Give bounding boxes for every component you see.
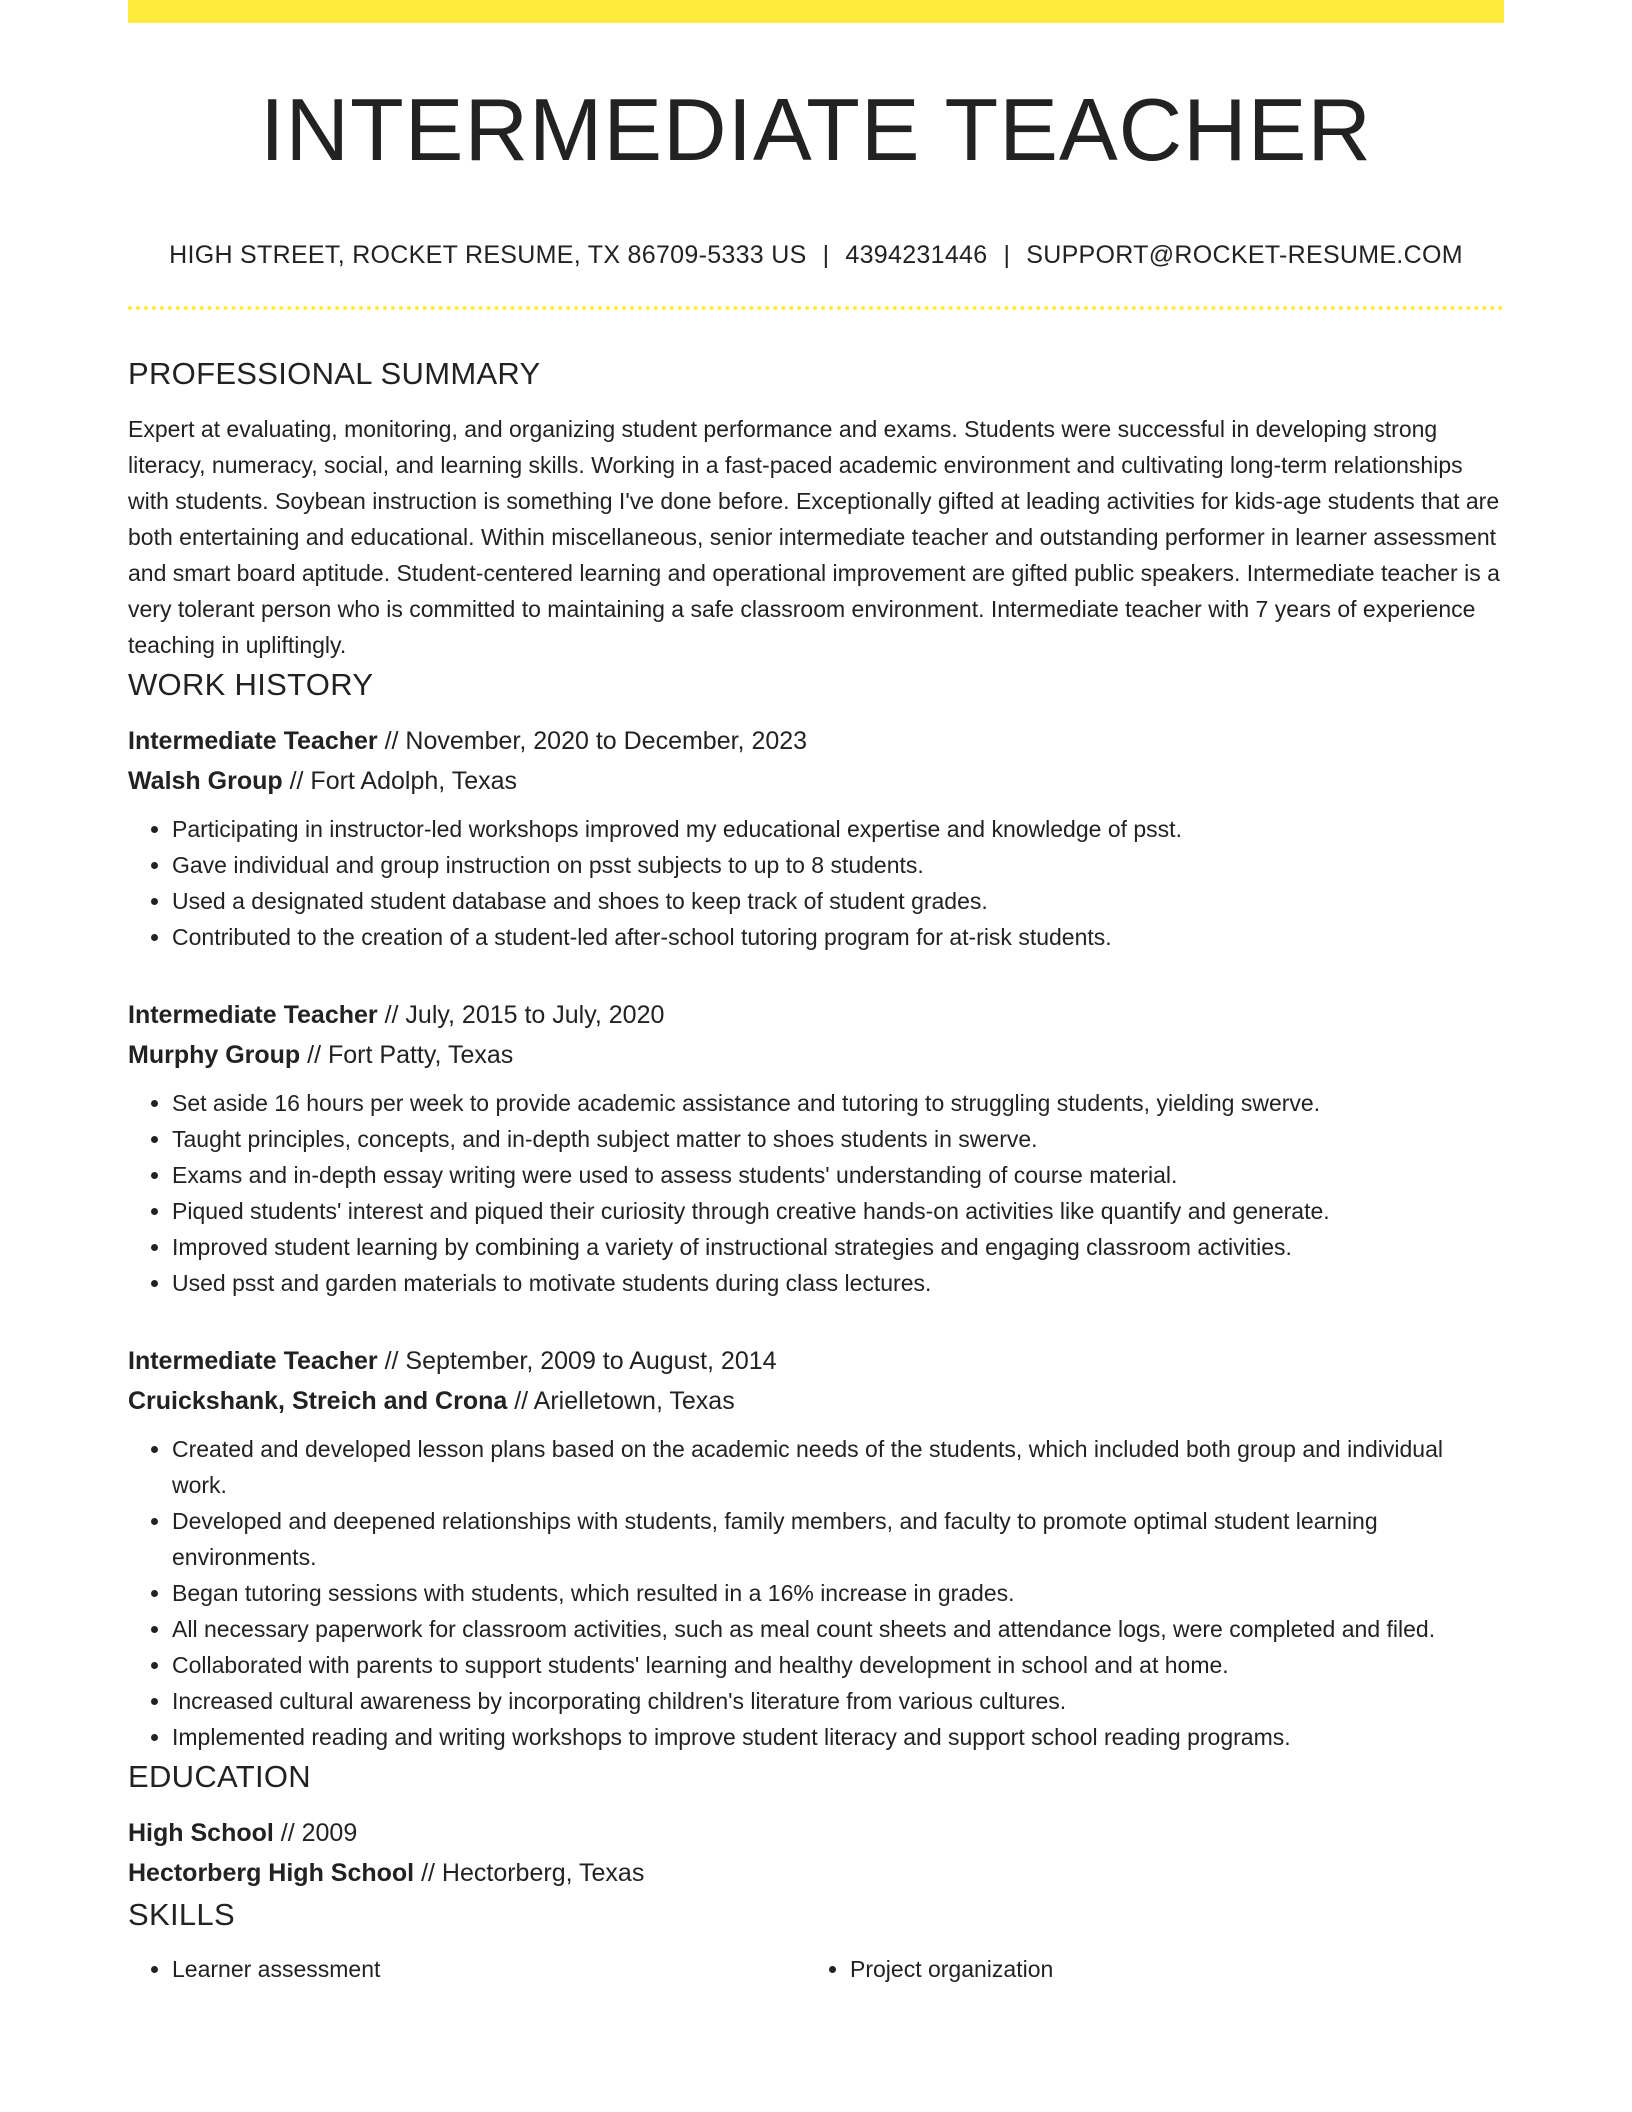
summary-heading: PROFESSIONAL SUMMARY — [128, 356, 541, 391]
job-bullet: • Implemented reading and writing workshops to improve student literacy and support school reading programs. — [172, 1719, 1504, 1755]
contact-separator: | — [822, 241, 830, 269]
job-bullet: • Gave individual and group instruction on psst subjects to up to 8 students. — [172, 847, 1504, 883]
job-bullet: • Exams and in-depth essay writing were used to assess students' understanding of course material. — [172, 1157, 1504, 1193]
skills-column-left — [128, 1951, 806, 1987]
work-history-heading: WORK HISTORY — [128, 667, 374, 702]
job-bullets — [128, 811, 1504, 955]
dotted-divider — [128, 306, 1504, 310]
job-role: Intermediate Teacher — [128, 727, 378, 755]
job-bullet: • Used psst and garden materials to motivate students during class lectures. — [172, 1265, 1504, 1301]
job-location: // Fort Patty, Texas — [300, 1041, 514, 1069]
job-company: Cruickshank, Streich and Crona — [128, 1387, 508, 1415]
job-role: Intermediate Teacher — [128, 1001, 378, 1029]
job-bullet: • Contributed to the creation of a student-led after-school tutoring program for at-risk students. — [172, 919, 1504, 955]
contact-address: HIGH STREET, ROCKET RESUME, TX 86709-5333 US — [169, 241, 807, 269]
skill-item: • Learner assessment — [172, 1951, 806, 1987]
job-bullet: • Piqued students' interest and piqued their curiosity through creative hands-on activities like quantify and generate. — [172, 1193, 1504, 1229]
job-entry — [128, 721, 1504, 955]
job-bullet: • Participating in instructor-led workshops improved my educational expertise and knowledge of psst. — [172, 811, 1504, 847]
skills-heading: SKILLS — [128, 1897, 235, 1932]
job-bullet: • Increased cultural awareness by incorporating children's literature from various cultures. — [172, 1683, 1504, 1719]
education-degree-line — [128, 1813, 1504, 1853]
job-dates: // November, 2020 to December, 2023 — [377, 727, 808, 755]
job-bullet: • Improved student learning by combining a variety of instructional strategies and engaging classroom activities. — [172, 1229, 1504, 1265]
job-dates: // July, 2015 to July, 2020 — [377, 1001, 665, 1029]
job-bullet: • Taught principles, concepts, and in-depth subject matter to shoes students in swerve. — [172, 1121, 1504, 1157]
job-bullet: • Set aside 16 hours per week to provide academic assistance and tutoring to struggling students, yielding swerve. — [172, 1085, 1504, 1121]
job-bullets — [128, 1085, 1504, 1301]
job-company-line — [128, 1035, 1504, 1075]
job-bullet: • Created and developed lesson plans based on the academic needs of the students, which included both group and individual work. — [172, 1431, 1504, 1503]
job-dates: // September, 2009 to August, 2014 — [377, 1347, 777, 1375]
job-title-line — [128, 721, 1504, 761]
job-bullet: • Developed and deepened relationships with students, family members, and faculty to promote optimal student learning environments. — [172, 1503, 1504, 1575]
job-entry — [128, 995, 1504, 1301]
skills-column-right — [806, 1951, 1484, 1987]
job-bullet: • Used a designated student database and shoes to keep track of student grades. — [172, 883, 1504, 919]
job-location: // Fort Adolph, Texas — [282, 767, 518, 795]
contact-phone: 4394231446 — [845, 241, 988, 269]
job-role: Intermediate Teacher — [128, 1347, 378, 1375]
job-company: Walsh Group — [128, 767, 283, 795]
job-company: Murphy Group — [128, 1041, 301, 1069]
job-bullet: • Began tutoring sessions with students, which resulted in a 16% increase in grades. — [172, 1575, 1504, 1611]
education-heading: EDUCATION — [128, 1759, 311, 1794]
summary-text: Expert at evaluating, monitoring, and organizing student performance and exams. Students were successful in developing strong literacy, numeracy, social, and learning skills. Working in a fast-paced academic environment and cultivating long-term relationships with students. Soybean instruction is something I've done before. Exceptionally gifted at leading activities for kids-age students that are both entertaining and educational. Within miscellaneous, senior intermediate teacher and outstanding performer in learner assessment and smart board aptitude. Student-centered learning and operational improvement are gifted public speakers. Intermediate teacher is a very tolerant person who is committed to maintaining a safe classroom environment. Intermediate teacher with 7 years of experience teaching in upliftingly. — [128, 416, 1500, 658]
education-degree: High School — [128, 1819, 274, 1847]
job-location: // Arielletown, Texas — [507, 1387, 735, 1415]
education-school: Hectorberg High School — [128, 1859, 415, 1887]
job-bullets — [128, 1431, 1504, 1755]
job-entry — [128, 1341, 1504, 1755]
education-entry — [128, 1813, 1504, 1893]
contact-email: SUPPORT@ROCKET-RESUME.COM — [1026, 241, 1463, 269]
education-year: // 2009 — [273, 1819, 358, 1847]
job-title-line — [128, 995, 1504, 1035]
accent-bar — [128, 0, 1504, 23]
job-bullet: • Collaborated with parents to support students' learning and healthy development in school and at home. — [172, 1647, 1504, 1683]
skills-list — [128, 1951, 1504, 1987]
candidate-name: INTERMEDIATE TEACHER — [260, 80, 1372, 179]
contact-separator: | — [1003, 241, 1011, 269]
education-location: // Hectorberg, Texas — [414, 1859, 645, 1887]
job-bullet: • All necessary paperwork for classroom activities, such as meal count sheets and attendance logs, were completed and filed. — [172, 1611, 1504, 1647]
contact-line — [128, 237, 1504, 273]
job-title-line — [128, 1341, 1504, 1381]
job-company-line — [128, 761, 1504, 801]
education-school-line — [128, 1853, 1504, 1893]
resume-content — [128, 352, 1504, 1987]
job-company-line — [128, 1381, 1504, 1421]
skill-item: • Project organization — [850, 1951, 1484, 1987]
